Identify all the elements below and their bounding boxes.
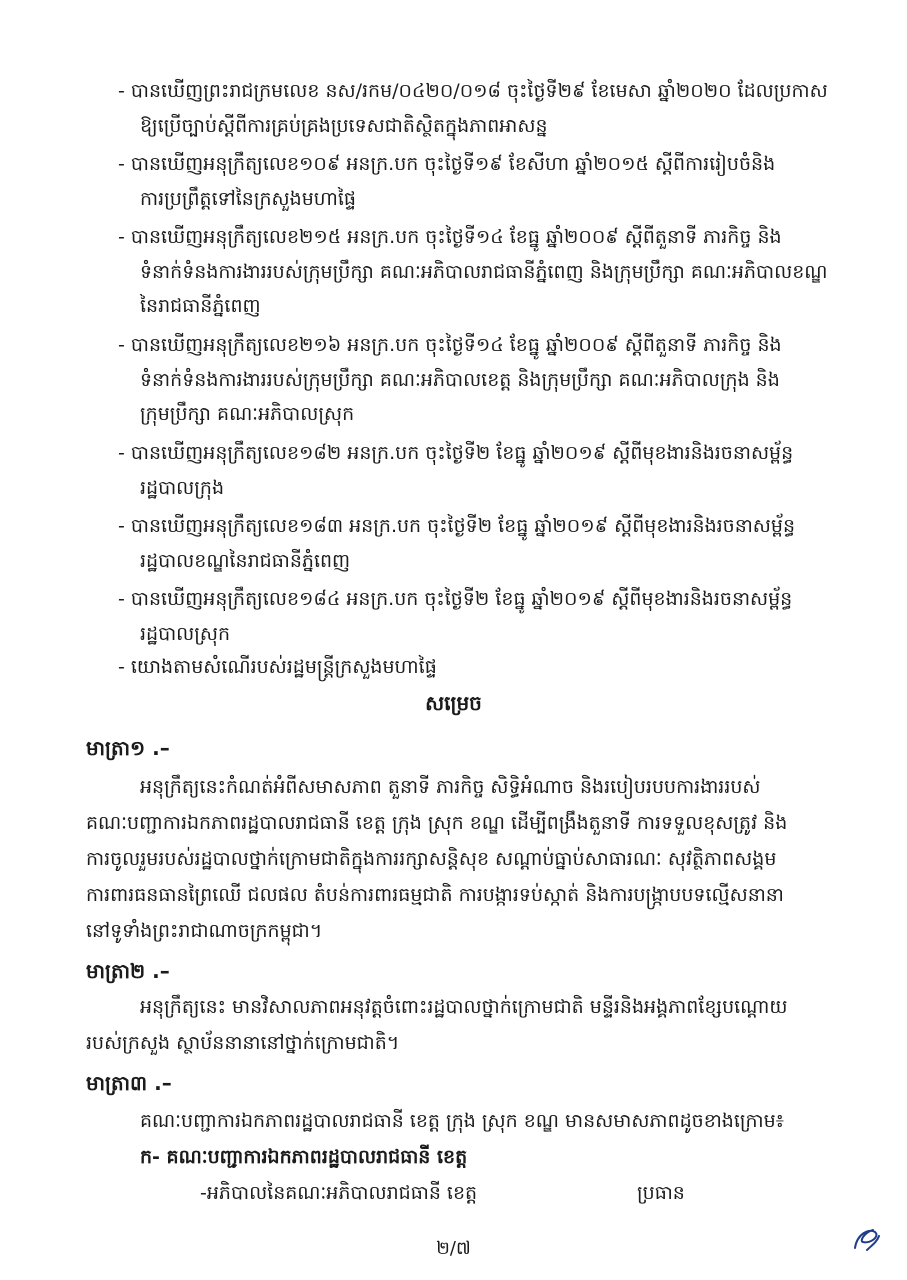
bullet-7-line-2: រដ្ឋបាលស្រុក [140, 623, 231, 645]
article-1-line-1: អនុក្រឹត្យនេះកំណត់អំពីសមាសភាព តួនាទី ភារកិច្ច សិទ្ធិអំណាច និងរបៀបរបបការងាររបស់ [140, 776, 761, 798]
article-2-line-1: អនុក្រឹត្យនេះ មានវិសាលភាពអនុវត្តចំពោះរដ្ឋបាលថ្នាក់ក្រោមជាតិ មន្ទីរនិងអង្គភាពខ្សែបណ្តោយ [140, 996, 788, 1018]
article-3-member-role: -អភិបាលនៃគណៈអភិបាលរាជធានី ខេត្ត [200, 1182, 478, 1204]
bullet-4-line-3: ក្រុមប្រឹក្សា គណៈអភិបាលស្រុក [140, 403, 355, 425]
bullet-3-line-1: - បានឃើញអនុក្រឹត្យលេខ២១៥ អនក្រ.បក ចុះថ្ងៃទី១៤ ខែធ្នូ ឆ្នាំ២០០៩ ស្តីពីតួនាទី ភារកិច្ច និង [118, 226, 782, 248]
bullet-1-line-2: ឱ្យប្រើច្បាប់ស្តីពីការគ្រប់គ្រងប្រទេសជាតិស្ថិតក្នុងភាពអាសន្ន [140, 115, 548, 137]
bullet-5-line-1: - បានឃើញអនុក្រឹត្យលេខ១៨២ អនក្រ.បក ចុះថ្ងៃទី២ ខែធ្នូ ឆ្នាំ២០១៩ ស្តីពីមុខងារនិងរចនាសម្ព័ន្ធ [118, 442, 794, 464]
bullet-5-line-2: រដ្ឋបាលក្រុង [140, 477, 225, 499]
article-2-line-2: របស់ក្រសួង ស្ថាប័ននានានៅថ្នាក់ក្រោមជាតិ។ [86, 1032, 400, 1054]
article-1-line-3: ការចូលរួមរបស់រដ្ឋបាលថ្នាក់ក្រោមជាតិក្នុងការរក្សាសន្តិសុខ សណ្តាប់ធ្នាប់សាធារណៈ សុវត្ថិភាពសង្គម [86, 848, 777, 870]
article-1-line-4: ការពារធនធានព្រៃឈើ ជលផល តំបន់ការពារធម្មជាតិ ការបង្ការទប់ស្កាត់ និងការបង្ក្រាបបទល្មើសនានា [86, 884, 784, 906]
bullet-2-line-2: ការប្រព្រឹត្តទៅនៃក្រសួងមហាផ្ទៃ [140, 188, 356, 210]
article-3-sub-a: ក- គណៈបញ្ជាការឯកភាពរដ្ឋបាលរាជធានី ខេត្ត [140, 1146, 468, 1168]
article-1-line-2: គណៈបញ្ជាការឯកភាពរដ្ឋបាលរាជធានី ខេត្ត ក្រុង ស្រុក ខណ្ឌ ដើម្បីពង្រឹងតួនាទី ការទទួលខុសត្រូវ និង [86, 812, 788, 834]
decision-heading: សម្រេច [425, 691, 482, 715]
bullet-6-line-1: - បានឃើញអនុក្រឹត្យលេខ១៨៣ អនក្រ.បក ចុះថ្ងៃទី២ ខែធ្នូ ឆ្នាំ២០១៩ ស្តីពីមុខងារនិងរចនាសម្ព័ន្ធ [118, 515, 796, 537]
article-1-label: មាត្រា១ .– [86, 736, 170, 760]
bullet-1-line-1: - បានឃើញព្រះរាជក្រមលេខ នស/រកម/០៤២០/០១៨ ចុះថ្ងៃទី២៩ ខែមេសា ឆ្នាំ២០២០ ដែលប្រកាស [118, 80, 828, 102]
bullet-8-line-1: - យោងតាមសំណើរបស់រដ្ឋមន្ត្រីក្រសួងមហាផ្ទៃ [118, 656, 437, 678]
bullet-3-line-3: នៃរាជធានីភ្នំពេញ [140, 295, 261, 317]
article-3-intro: គណៈបញ្ជាការឯកភាពរដ្ឋបាលរាជធានី ខេត្ត ក្រុង ស្រុក ខណ្ឌ មានសមាសភាពដូចខាងក្រោម៖ [140, 1110, 785, 1132]
bullet-3-line-2: ទំនាក់ទំនងការងាររបស់ក្រុមប្រឹក្សា គណៈអភិបាលរាជធានីភ្នំពេញ និងក្រុមប្រឹក្សា គណៈអភិបាលខណ្ឌ [140, 261, 828, 283]
article-3-member-position: ប្រធាន [637, 1182, 685, 1204]
bullet-7-line-1: - បានឃើញអនុក្រឹត្យលេខ១៨៤ អនក្រ.បក ចុះថ្ងៃទី២ ខែធ្នូ ឆ្នាំ២០១៩ ស្តីពីមុខងារនិងរចនាសម្ព័ន្ធ [118, 588, 793, 610]
article-3-label: មាត្រា៣ .– [86, 1071, 172, 1095]
signature-mark-icon [847, 1220, 885, 1258]
bullet-2-line-1: - បានឃើញអនុក្រឹត្យលេខ១០៩ អនក្រ.បក ចុះថ្ងៃទី១៩ ខែសីហា ឆ្នាំ២០១៥ ស្តីពីការរៀបចំនិង [118, 153, 776, 175]
article-2-label: មាត្រា២ .– [86, 959, 170, 983]
page-number: ២/៧ [436, 1238, 471, 1259]
bullet-4-line-2: ទំនាក់ទំនងការងាររបស់ក្រុមប្រឹក្សា គណៈអភិបាលខេត្ត និងក្រុមប្រឹក្សា គណៈអភិបាលក្រុង និង [140, 369, 780, 391]
bullet-4-line-1: - បានឃើញអនុក្រឹត្យលេខ២១៦ អនក្រ.បក ចុះថ្ងៃទី១៤ ខែធ្នូ ឆ្នាំ២០០៩ ស្តីពីតួនាទី ភារកិច្ច និង [118, 334, 782, 356]
article-1-line-5: នៅទូទាំងព្រះរាជាណាចក្រកម្ពុជា។ [86, 920, 323, 942]
bullet-6-line-2: រដ្ឋបាលខណ្ឌនៃរាជធានីភ្នំពេញ [140, 550, 351, 572]
